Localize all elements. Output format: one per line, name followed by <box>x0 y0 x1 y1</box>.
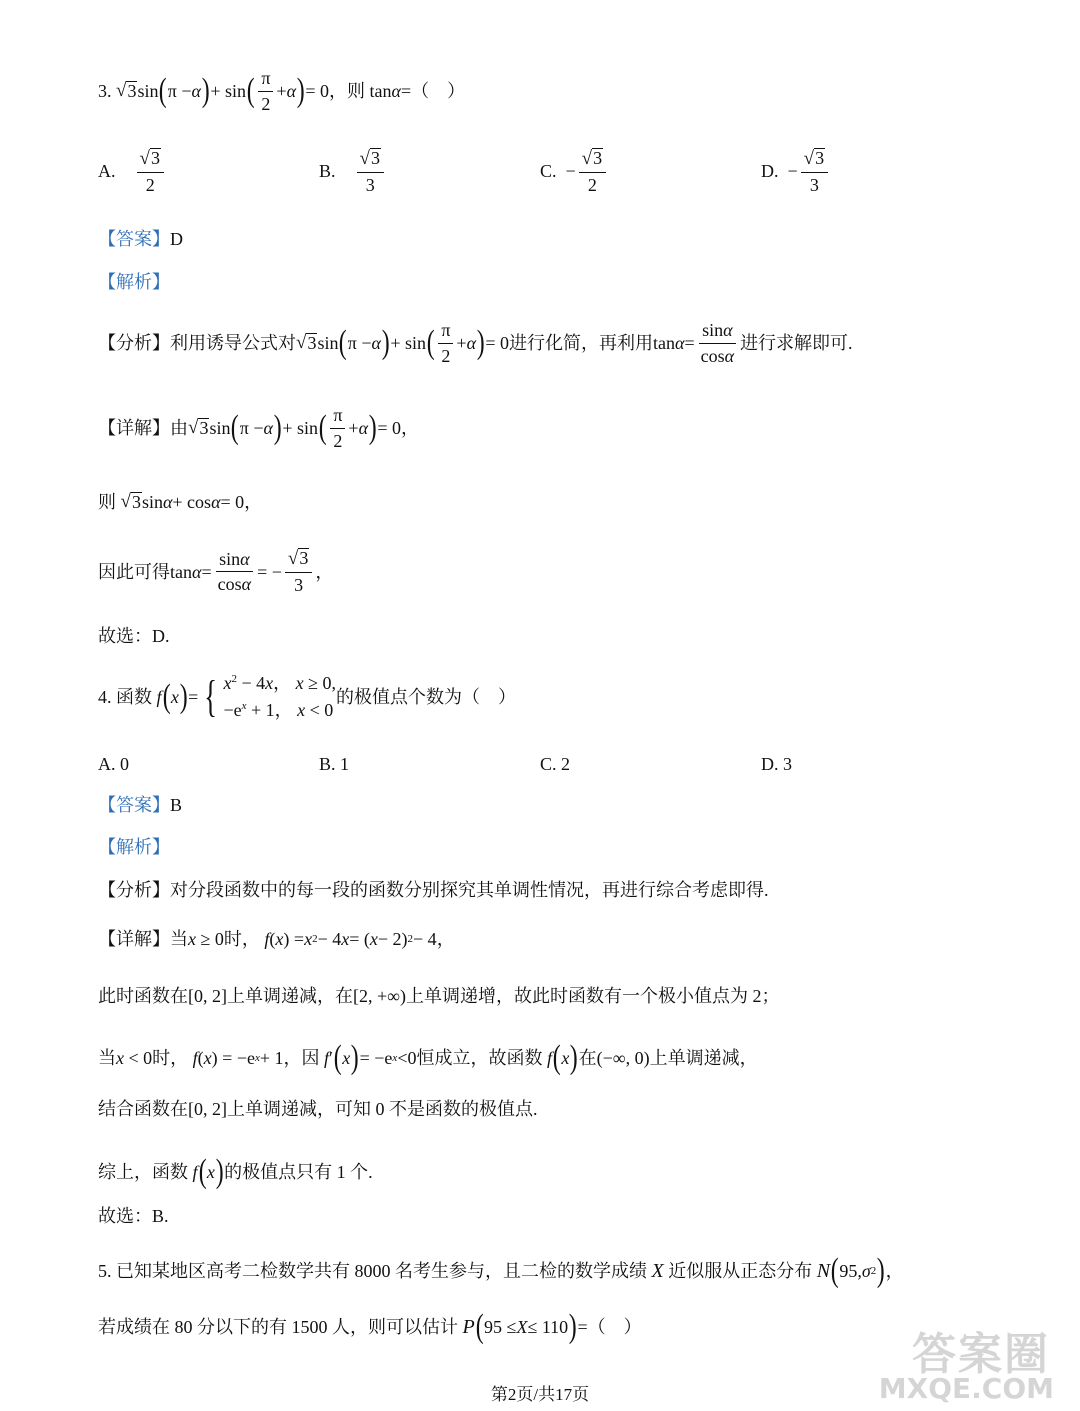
q3-option-d: D. − √ 3 3 <box>761 148 831 196</box>
q3-analysis-heading: 【解析】 <box>98 272 170 292</box>
q4-detail-3: 当 x < 0 时， f ( x ) = −e x + 1 ，因 f ′ ( x ) = −e x <0 恒成立，故函数 f ( x ) 在 (−∞, 0) 上单调递减， <box>98 1039 758 1076</box>
q3-number: 3. <box>98 81 112 102</box>
q3-stem: 3. √ 3 sin ( π − α ) + sin ( $\frac{\pi}{2}$ + α ) = 0 ，则 tan α = （ ） <box>98 68 466 114</box>
q4-answer: 【答案】 B <box>98 795 183 815</box>
q4-stem: 4. 函数 f ( x ) = { $x^2 - 4x$， x ≥ 0, $-e^x + 1$， x < 0 的极值点个数为（ ） <box>98 672 516 721</box>
q4-analysis-heading: 【解析】 <box>98 837 170 857</box>
q4-number: 4. <box>98 687 112 707</box>
watermark-text-cn: 答案圈 <box>912 1329 1050 1380</box>
q4-fenxi: 【分析】 对分段函数中的每一段的函数分别探究其单调性情况，再进行综合考虑即得. <box>98 880 769 900</box>
q3-step-then: 则 √ 3 sin α + cos α = 0 ， <box>98 491 263 513</box>
watermark-logo <box>878 1318 1060 1408</box>
q3-blank: （ ） <box>411 81 466 102</box>
q4-detail-4: 结合函数在 [0, 2] 上单调递减，可知 0 不是函数的极值点. <box>98 1099 538 1119</box>
q3-option-b: B. √ 3 3 <box>319 148 387 196</box>
sqrt3: √ 3 <box>116 79 137 101</box>
page-footer: 第2页/共17页 <box>490 1385 590 1404</box>
q4-option-d: D. 3 <box>761 754 792 774</box>
watermark-text-url: MXQE.COM <box>878 1372 1054 1405</box>
q4-choice: 故选：B. <box>98 1206 169 1226</box>
q4-option-c: C. 2 <box>540 754 571 774</box>
q4-detail-5: 综上，函数 f ( x ) 的极值点只有 1 个. <box>98 1153 373 1190</box>
q4-detail-1: 【详解】 当 x ≥ 0 时， f ( x ) = x 2 − 4 x = ( x − 2) 2 − 4 ， <box>98 929 455 949</box>
q3-answer: 【答案】 D <box>98 229 183 249</box>
q3-option-c: C. − √ 3 2 <box>540 148 609 196</box>
q4-detail-2: 此时函数在 [0, 2] 上单调递减，在 [2, +∞) 上单调递增，故此时函数有一个极小值点为 2； <box>98 986 780 1006</box>
q3-step-hence: 因此可得 tan α = $\frac{\sin\alpha}{\cos\alpha}$ = − √ 3 3 ， <box>98 548 334 595</box>
q4-option-a: A. 0 <box>98 754 129 774</box>
q3-fenxi: 【分析】 利用诱导公式对 √ 3 sin ( π − α ) + sin ( $\frac{\pi}{2}$ + α ) = 0 进行化简，再利用 tan α = $\frac{\sin\alpha}{\cos\alpha}$ 进行求解即可. <box>98 320 853 366</box>
q3-option-a: A. √ 3 2 <box>98 148 167 196</box>
q3-detail: 【详解】 由 √ 3 sin ( π − α ) + sin ( $\frac{\pi}{2}$ + α ) = 0 ， <box>98 405 419 451</box>
q5-line-2: 若成绩在 80 分以下的有 1500 人，则可以估计 P ( 95 ≤ X ≤ 110 ) = （ ） <box>98 1308 642 1345</box>
q4-option-b: B. 1 <box>319 754 350 774</box>
q3-choice: 故选：D. <box>98 626 170 646</box>
q5-line-1: 5. 已知某地区高考二检数学共有 8000 名考生参与，且二检的数学成绩 X 近似服从正态分布 N ( 95, σ 2 ) ， <box>98 1252 904 1289</box>
q5-number: 5. <box>98 1261 112 1282</box>
